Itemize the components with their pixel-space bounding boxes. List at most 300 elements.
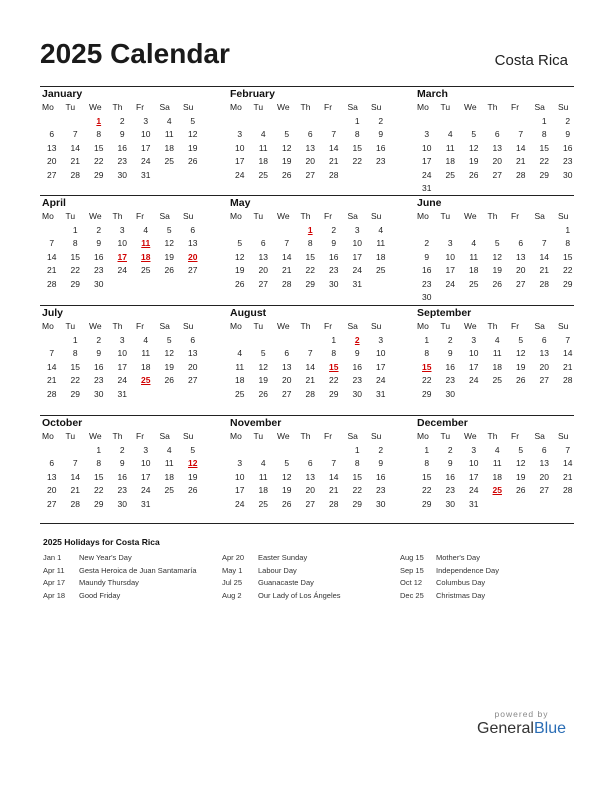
day-cell: 31 <box>117 388 127 399</box>
weekday-label: We <box>464 102 477 112</box>
weekday-label: Sa <box>159 431 170 441</box>
day-cell: 20 <box>492 156 502 166</box>
day-cell: 29 <box>563 278 573 289</box>
day-cell: 4 <box>378 224 384 235</box>
day-cell: 16 <box>94 361 104 372</box>
weekday-label: Sa <box>159 102 170 112</box>
day-cell: 17 <box>235 485 245 495</box>
month-days-grid <box>415 320 573 401</box>
day-cell: 4 <box>143 224 149 235</box>
empty-cell <box>275 334 299 348</box>
empty-cell <box>462 115 486 129</box>
day-cell: 6 <box>49 129 55 139</box>
empty-cell <box>40 444 64 458</box>
day-cell: 27 <box>305 169 315 180</box>
holiday-day: 11 <box>141 238 151 248</box>
holiday-date: May 1 <box>222 565 243 575</box>
holiday-name: Gesta Heroica de Juan Santamaría <box>79 565 197 575</box>
day-cell: 2 <box>331 224 337 235</box>
day-cell: 23 <box>563 156 573 166</box>
day-cell: 4 <box>260 458 266 468</box>
day-cell: 18 <box>445 156 455 166</box>
weekday-label: Su <box>371 431 382 441</box>
day-cell: 3 <box>143 115 149 126</box>
brand-name <box>477 719 566 739</box>
holiday-name: Maundy Thursday <box>79 578 139 587</box>
day-cell: 19 <box>492 265 502 275</box>
month-march <box>415 88 573 196</box>
day-cell: 12 <box>516 458 526 468</box>
day-cell: 13 <box>492 142 502 153</box>
day-cell: 21 <box>539 265 549 275</box>
month-days-grid <box>415 101 573 196</box>
day-cell: 12 <box>258 361 268 372</box>
country-name: Costa Rica <box>494 52 568 69</box>
month-days-grid <box>40 430 198 511</box>
weekday-label: Sa <box>347 321 358 331</box>
day-cell: 2 <box>447 444 453 455</box>
day-cell: 24 <box>235 169 245 180</box>
day-cell: 14 <box>563 458 573 468</box>
weekday-label: Tu <box>253 321 264 331</box>
month-days-grid <box>228 320 386 401</box>
holiday-name: Good Friday <box>79 590 121 600</box>
day-cell: 4 <box>447 129 453 139</box>
empty-cell <box>228 115 252 129</box>
weekday-label: Su <box>558 102 569 112</box>
day-cell: 3 <box>447 238 453 248</box>
day-cell: 6 <box>190 224 196 235</box>
day-cell: 8 <box>331 348 337 358</box>
day-cell: 8 <box>307 238 313 248</box>
day-cell: 22 <box>329 375 339 385</box>
weekday-label: Fr <box>324 431 333 441</box>
day-cell: 26 <box>282 498 292 509</box>
day-cell: 22 <box>539 156 549 166</box>
day-cell: 20 <box>305 485 315 495</box>
day-cell: 11 <box>164 129 174 139</box>
day-cell: 6 <box>518 238 524 248</box>
day-cell: 26 <box>516 375 526 385</box>
day-cell: 23 <box>117 485 127 495</box>
day-cell: 7 <box>565 334 571 345</box>
empty-cell <box>533 224 557 238</box>
weekday-label: Th <box>300 431 311 441</box>
day-cell: 1 <box>565 224 571 235</box>
holidays-title: 2025 Holidays for Costa Rica <box>43 537 160 547</box>
holiday-date: Jul 25 <box>222 578 243 587</box>
empty-cell <box>322 444 346 458</box>
day-cell: 23 <box>445 375 455 385</box>
weekday-label: Su <box>558 211 569 221</box>
holiday-day: 2 <box>354 334 360 345</box>
day-cell: 25 <box>258 169 268 180</box>
holiday-name: Labour Day <box>258 565 297 575</box>
month-september <box>415 307 573 401</box>
day-cell: 5 <box>518 334 524 345</box>
month-name: November <box>230 417 282 429</box>
holiday-date: Aug 15 <box>400 553 424 562</box>
weekday-label: Th <box>112 211 123 221</box>
day-cell: 17 <box>352 251 362 262</box>
day-cell: 14 <box>539 251 549 262</box>
holiday-name: New Year's Day <box>79 553 132 562</box>
day-cell: 8 <box>96 458 102 468</box>
day-cell: 5 <box>166 224 172 235</box>
day-cell: 15 <box>70 251 80 262</box>
weekday-label: Sa <box>534 102 545 112</box>
empty-cell <box>252 334 276 348</box>
day-cell: 5 <box>471 129 477 139</box>
day-cell: 18 <box>141 361 151 372</box>
day-cell: 14 <box>305 361 315 372</box>
day-cell: 30 <box>563 169 573 180</box>
day-cell: 26 <box>492 278 502 289</box>
day-cell: 29 <box>422 498 432 509</box>
day-cell: 10 <box>141 458 151 468</box>
month-february <box>228 88 386 182</box>
day-cell: 7 <box>72 129 78 139</box>
day-cell: 19 <box>188 142 198 153</box>
empty-cell <box>64 444 88 458</box>
day-cell: 24 <box>445 278 455 289</box>
month-november <box>228 417 386 511</box>
holiday-date: Apr 17 <box>43 578 66 587</box>
weekday-label: Fr <box>511 321 520 331</box>
day-cell: 6 <box>307 458 313 468</box>
day-cell: 25 <box>469 278 479 289</box>
weekday-label: Tu <box>65 321 76 331</box>
day-cell: 8 <box>72 238 78 248</box>
weekday-label: We <box>89 102 102 112</box>
day-cell: 17 <box>235 156 245 166</box>
holidays-column <box>43 552 197 602</box>
day-cell: 2 <box>96 334 102 345</box>
weekday-label: Su <box>183 321 194 331</box>
empty-cell <box>275 115 299 129</box>
day-cell: 11 <box>258 142 268 153</box>
month-name: July <box>42 307 64 319</box>
holiday-date: Apr 18 <box>43 590 66 600</box>
weekday-label: Sa <box>347 431 358 441</box>
day-cell: 31 <box>376 388 386 399</box>
day-cell: 2 <box>119 444 125 455</box>
day-cell: 4 <box>471 238 477 248</box>
day-cell: 14 <box>563 348 573 358</box>
weekday-label: We <box>464 321 477 331</box>
day-cell: 21 <box>47 375 57 385</box>
day-cell: 4 <box>494 334 500 345</box>
day-cell: 22 <box>422 375 432 385</box>
day-cell: 18 <box>164 142 174 153</box>
empty-cell <box>299 334 323 348</box>
holiday-date: Apr 11 <box>43 565 65 575</box>
day-cell: 24 <box>235 498 245 509</box>
month-october <box>40 417 198 511</box>
weekday-label: Mo <box>230 431 242 441</box>
holiday-item <box>43 565 197 578</box>
weekday-label: We <box>89 211 102 221</box>
day-cell: 16 <box>445 471 455 482</box>
empty-cell <box>439 115 463 129</box>
day-cell: 7 <box>518 129 524 139</box>
day-cell: 30 <box>117 498 127 509</box>
day-cell: 24 <box>141 485 151 495</box>
day-cell: 20 <box>305 156 315 166</box>
day-cell: 20 <box>47 485 57 495</box>
month-july <box>40 307 198 401</box>
weekday-label: Mo <box>42 102 54 112</box>
holiday-day: 15 <box>329 361 339 372</box>
empty-cell <box>275 444 299 458</box>
weekday-label: Fr <box>136 102 145 112</box>
weekday-label: We <box>277 102 290 112</box>
day-cell: 31 <box>141 169 151 180</box>
brand-logo <box>477 709 566 739</box>
day-cell: 23 <box>117 156 127 166</box>
day-cell: 6 <box>541 444 547 455</box>
brand-general: General <box>477 720 534 737</box>
day-cell: 17 <box>117 361 127 372</box>
day-cell: 7 <box>49 238 55 248</box>
day-cell: 7 <box>307 348 313 358</box>
day-cell: 25 <box>445 169 455 180</box>
day-cell: 13 <box>282 361 292 372</box>
weekday-label: Th <box>112 431 123 441</box>
day-cell: 27 <box>188 375 198 385</box>
day-cell: 5 <box>494 238 500 248</box>
holiday-day: 20 <box>188 251 198 262</box>
day-cell: 19 <box>282 485 292 495</box>
holiday-name: Our Lady of Los Ángeles <box>258 590 341 600</box>
day-cell: 22 <box>94 485 104 495</box>
weekday-label: Th <box>487 102 498 112</box>
holiday-name: Guanacaste Day <box>258 578 314 587</box>
day-cell: 15 <box>94 142 104 153</box>
day-cell: 9 <box>378 458 384 468</box>
weekday-label: We <box>464 211 477 221</box>
weekday-label: Mo <box>42 431 54 441</box>
holiday-date: Aug 2 <box>222 590 242 600</box>
holiday-date: Oct 12 <box>400 578 423 587</box>
day-cell: 22 <box>70 265 80 275</box>
day-cell: 12 <box>188 129 198 139</box>
day-cell: 2 <box>96 224 102 235</box>
day-cell: 30 <box>329 278 339 289</box>
day-cell: 13 <box>188 348 198 358</box>
month-name: August <box>230 307 267 319</box>
day-cell: 11 <box>469 251 479 262</box>
day-cell: 15 <box>70 361 80 372</box>
day-cell: 8 <box>354 129 360 139</box>
day-cell: 22 <box>352 156 362 166</box>
empty-cell <box>415 224 439 238</box>
day-cell: 22 <box>70 375 80 385</box>
day-cell: 7 <box>541 238 547 248</box>
weekday-label: Mo <box>417 321 429 331</box>
day-cell: 17 <box>469 471 479 482</box>
day-cell: 2 <box>565 115 571 126</box>
weekday-label: Th <box>300 211 311 221</box>
day-cell: 26 <box>282 169 292 180</box>
holiday-date: Jan 1 <box>43 553 62 562</box>
day-cell: 5 <box>260 348 266 358</box>
weekday-label: Tu <box>253 211 264 221</box>
weekday-label: Tu <box>253 102 264 112</box>
day-cell: 4 <box>143 334 149 345</box>
day-cell: 30 <box>94 388 104 399</box>
day-cell: 26 <box>164 375 174 385</box>
holiday-name: Columbus Day <box>436 578 486 587</box>
weekday-label: Tu <box>440 211 451 221</box>
weekday-label: Fr <box>511 211 520 221</box>
day-cell: 27 <box>258 278 268 289</box>
day-cell: 13 <box>539 348 549 358</box>
weekday-label: Sa <box>159 211 170 221</box>
day-cell: 21 <box>305 375 315 385</box>
day-cell: 26 <box>164 265 174 275</box>
day-cell: 6 <box>307 129 313 139</box>
weekday-label: Tu <box>65 102 76 112</box>
month-name: February <box>230 88 275 100</box>
day-cell: 10 <box>445 251 455 262</box>
empty-cell <box>40 224 64 238</box>
day-cell: 29 <box>70 388 80 399</box>
day-cell: 23 <box>94 265 104 275</box>
weekday-label: Su <box>558 431 569 441</box>
weekday-label: Tu <box>65 431 76 441</box>
day-cell: 4 <box>166 444 172 455</box>
weekday-label: Fr <box>511 102 520 112</box>
day-cell: 9 <box>378 129 384 139</box>
empty-cell <box>40 334 64 348</box>
day-cell: 8 <box>424 458 430 468</box>
day-cell: 20 <box>188 361 198 372</box>
day-cell: 29 <box>94 498 104 509</box>
day-cell: 1 <box>541 115 547 126</box>
day-cell: 16 <box>352 361 362 372</box>
day-cell: 10 <box>117 238 127 248</box>
day-cell: 15 <box>422 471 432 482</box>
holidays-column <box>400 552 499 602</box>
day-cell: 31 <box>422 183 432 193</box>
day-cell: 2 <box>424 238 430 248</box>
day-cell: 7 <box>565 444 571 455</box>
weekday-label: Sa <box>534 431 545 441</box>
holiday-item <box>400 552 499 565</box>
weekday-label: Mo <box>417 431 429 441</box>
day-cell: 10 <box>141 129 151 139</box>
day-cell: 3 <box>237 458 243 468</box>
month-name: January <box>42 88 83 100</box>
day-cell: 9 <box>119 129 125 139</box>
day-cell: 21 <box>47 265 57 275</box>
day-cell: 19 <box>235 265 245 275</box>
weekday-label: Su <box>371 102 382 112</box>
day-cell: 1 <box>354 115 360 126</box>
weekday-label: Th <box>112 102 123 112</box>
weekday-label: We <box>89 431 102 441</box>
day-cell: 5 <box>518 444 524 455</box>
day-cell: 9 <box>565 129 571 139</box>
day-cell: 9 <box>424 251 430 262</box>
day-cell: 25 <box>164 485 174 495</box>
holiday-item <box>43 552 197 565</box>
holiday-date: Sep 15 <box>400 565 424 575</box>
day-cell: 19 <box>164 251 174 262</box>
day-cell: 28 <box>47 278 57 289</box>
weekday-label: Sa <box>347 211 358 221</box>
day-cell: 16 <box>376 142 386 153</box>
day-cell: 8 <box>541 129 547 139</box>
day-cell: 23 <box>94 375 104 385</box>
day-cell: 4 <box>494 444 500 455</box>
day-cell: 28 <box>70 169 80 180</box>
day-cell: 7 <box>284 238 290 248</box>
day-cell: 12 <box>469 142 479 153</box>
empty-cell <box>509 224 533 238</box>
day-cell: 13 <box>539 458 549 468</box>
month-days-grid <box>415 430 573 511</box>
day-cell: 3 <box>119 224 125 235</box>
day-cell: 6 <box>260 238 266 248</box>
month-days-grid <box>40 210 198 291</box>
weekday-label: Tu <box>440 102 451 112</box>
day-cell: 1 <box>72 334 78 345</box>
day-cell: 23 <box>329 265 339 275</box>
weekday-label: We <box>464 431 477 441</box>
day-cell: 11 <box>141 348 151 358</box>
weekday-label: Th <box>487 321 498 331</box>
day-cell: 18 <box>258 485 268 495</box>
day-cell: 3 <box>119 334 125 345</box>
day-cell: 26 <box>516 485 526 495</box>
month-days-grid <box>415 210 573 305</box>
band-divider <box>40 415 574 416</box>
day-cell: 15 <box>352 471 362 482</box>
holiday-item <box>43 577 197 590</box>
weekday-label: Fr <box>324 321 333 331</box>
holiday-day: 1 <box>96 115 102 126</box>
day-cell: 18 <box>469 265 479 275</box>
day-cell: 29 <box>422 388 432 399</box>
page-title: 2025 Calendar <box>40 38 230 69</box>
day-cell: 9 <box>447 348 453 358</box>
day-cell: 1 <box>354 444 360 455</box>
holiday-day: 18 <box>141 251 151 262</box>
day-cell: 26 <box>188 156 198 166</box>
day-cell: 21 <box>563 471 573 482</box>
day-cell: 29 <box>94 169 104 180</box>
empty-cell <box>228 444 252 458</box>
day-cell: 8 <box>72 348 78 358</box>
day-cell: 12 <box>282 142 292 153</box>
weekday-label: Sa <box>347 102 358 112</box>
day-cell: 3 <box>237 129 243 139</box>
day-cell: 16 <box>422 265 432 275</box>
weekday-label: Tu <box>440 431 451 441</box>
day-cell: 17 <box>141 471 151 482</box>
weekday-label: Mo <box>230 211 242 221</box>
day-cell: 21 <box>70 485 80 495</box>
day-cell: 13 <box>516 251 526 262</box>
weekday-label: Su <box>371 211 382 221</box>
month-name: October <box>42 417 83 429</box>
day-cell: 11 <box>376 238 386 248</box>
day-cell: 24 <box>376 375 386 385</box>
day-cell: 14 <box>329 471 339 482</box>
day-cell: 23 <box>422 278 432 289</box>
